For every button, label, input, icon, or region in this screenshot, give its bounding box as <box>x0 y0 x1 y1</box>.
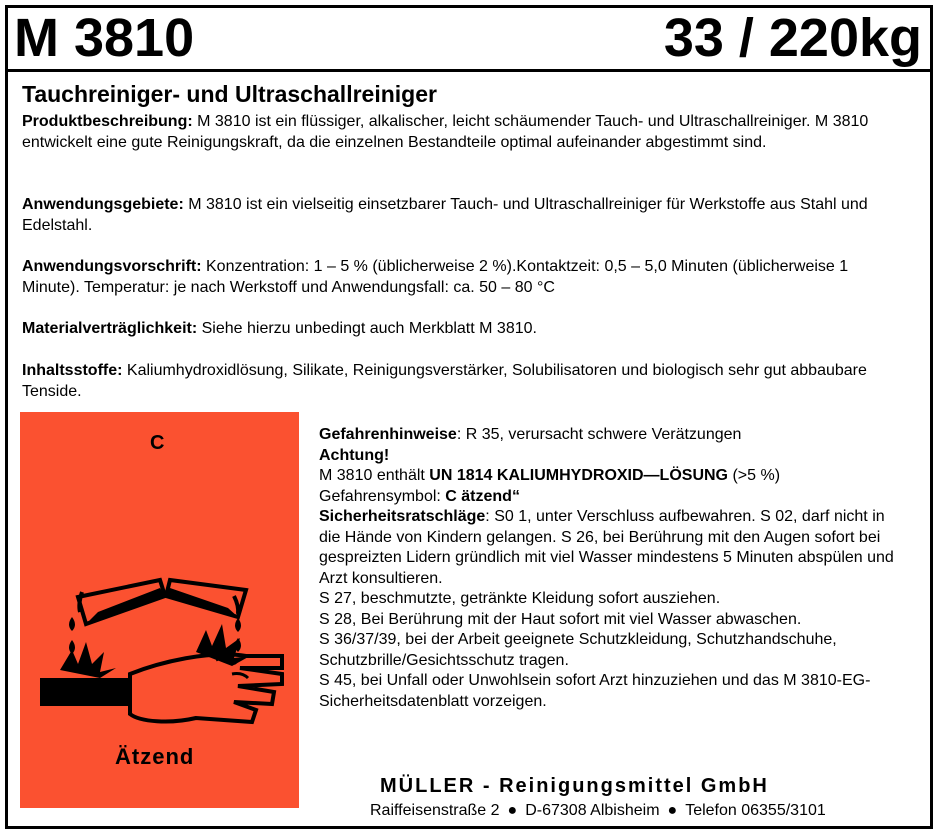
achtung-text: Achtung! <box>319 446 390 464</box>
section-label: Inhaltsstoffe: <box>22 362 123 379</box>
section-text: Kaliumhydroxidlösung, Silikate, Reinigungsverstärker, Solubilisatoren und biologisch sehr gut abbaubare Tenside. <box>22 362 867 400</box>
product-title: Tauchreiniger- und Ultraschallreiniger <box>22 81 437 107</box>
section-text: Siehe hierzu unbedingt auch Merkblatt M 3810. <box>197 320 537 337</box>
enthaelt-line <box>319 466 909 487</box>
product-code: M 3810 <box>14 8 195 68</box>
section-label: Materialverträglichkeit: <box>22 320 198 337</box>
enthaelt-suffix: (>5 %) <box>728 467 781 484</box>
hazard-code: C <box>150 432 165 454</box>
section-label: Produktbeschreibung: <box>22 113 193 130</box>
sicherheitsratschlaege-label: Sicherheitsratschläge <box>319 508 486 525</box>
company-name: MÜLLER - Reinigungsmittel GmbH <box>380 775 769 797</box>
section-text: M 3810 ist ein vielseitig einsetzbarer Tauch- und Ultraschallreiniger für Werkstoffe aus Stahl und Edelstahl. <box>22 196 868 234</box>
section-anwendungsgebiete <box>22 194 902 236</box>
section-label: Anwendungsvorschrift: <box>22 258 202 275</box>
s27-line: S 27, beschmutzte, getränkte Kleidung sofort ausziehen. <box>319 590 721 607</box>
address-street: Raiffeisenstraße 2 <box>370 802 500 819</box>
hazard-label: Ätzend <box>115 744 195 769</box>
section-label: Anwendungsgebiete: <box>22 196 184 213</box>
sicherheitsratschlaege-text: : S0 1, unter Verschluss aufbewahren. S 02, darf nicht in die Hände von Kindern gelangen. S 26, bei Berührung mit den Augen sofort bei gespreizten Lidern gründlich mit viel Wasser mindestens 5 Minuten abspülen und Arzt konsultieren. <box>319 508 894 587</box>
section-text: Konzentration: 1 – 5 % (üblicherweise 2 %).Kontaktzeit: 0,5 – 5,0 Minuten (üblicherweise 1 Minute). Temperatur: je nach Werkstoff und Anwendungsfall: ca. 50 – 80 °C <box>22 258 849 296</box>
gefahrenhinweise-label: Gefahrenhinweise <box>319 426 457 443</box>
pack-size: 33 / 220kg <box>663 8 922 68</box>
gefahrenhinweise-line <box>319 425 909 446</box>
achtung-line <box>319 446 909 467</box>
header-divider <box>5 69 931 72</box>
s36-line: S 36/37/39, bei der Arbeit geeignete Schutzkleidung, Schutzhandschuhe, Schutzbrille/Gesichtsschutz tragen. <box>319 631 837 669</box>
safety-information <box>319 425 909 712</box>
sicherheitsratschlaege-line <box>319 507 909 589</box>
address-city: D-67308 Albisheim <box>525 802 660 819</box>
section-anwendungsvorschrift <box>22 256 902 298</box>
s45-line: S 45, bei Unfall oder Unwohlsein sofort Arzt hinzuziehen und das M 3810-EG-Sicherheitsdatenblatt vorzeigen. <box>319 672 871 710</box>
gefahrenhinweise-text: : R 35, verursacht schwere Verätzungen <box>456 426 742 443</box>
enthaelt-substance: UN 1814 KALIUMHYDROXID—LÖSUNG <box>429 467 728 484</box>
section-materialvertraeglichkeit <box>22 318 902 339</box>
address-phone: Telefon 06355/3101 <box>685 802 826 819</box>
enthaelt-prefix: M 3810 enthält <box>319 467 430 484</box>
s28-line: S 28, Bei Berührung mit der Haut sofort mit viel Wasser abwaschen. <box>319 610 802 628</box>
bullet-separator: ● <box>667 802 678 819</box>
gefahrensymbol-prefix: Gefahrensymbol: <box>319 487 446 505</box>
gefahrensymbol-value: C ätzend“ <box>445 487 520 505</box>
section-inhaltsstoffe <box>22 360 902 402</box>
section-text: M 3810 ist ein flüssiger, alkalischer, leicht schäumender Tauch- und Ultraschallreiniger. M 3810 entwickelt eine gute Reinigungskraft, da die einzelnen Bestandteile optimal aufeinander abgestimmt sind. <box>22 113 869 151</box>
gefahrensymbol-line <box>319 487 909 508</box>
bullet-separator: ● <box>507 802 518 819</box>
company-address <box>370 802 826 820</box>
section-produktbeschreibung <box>22 111 902 153</box>
